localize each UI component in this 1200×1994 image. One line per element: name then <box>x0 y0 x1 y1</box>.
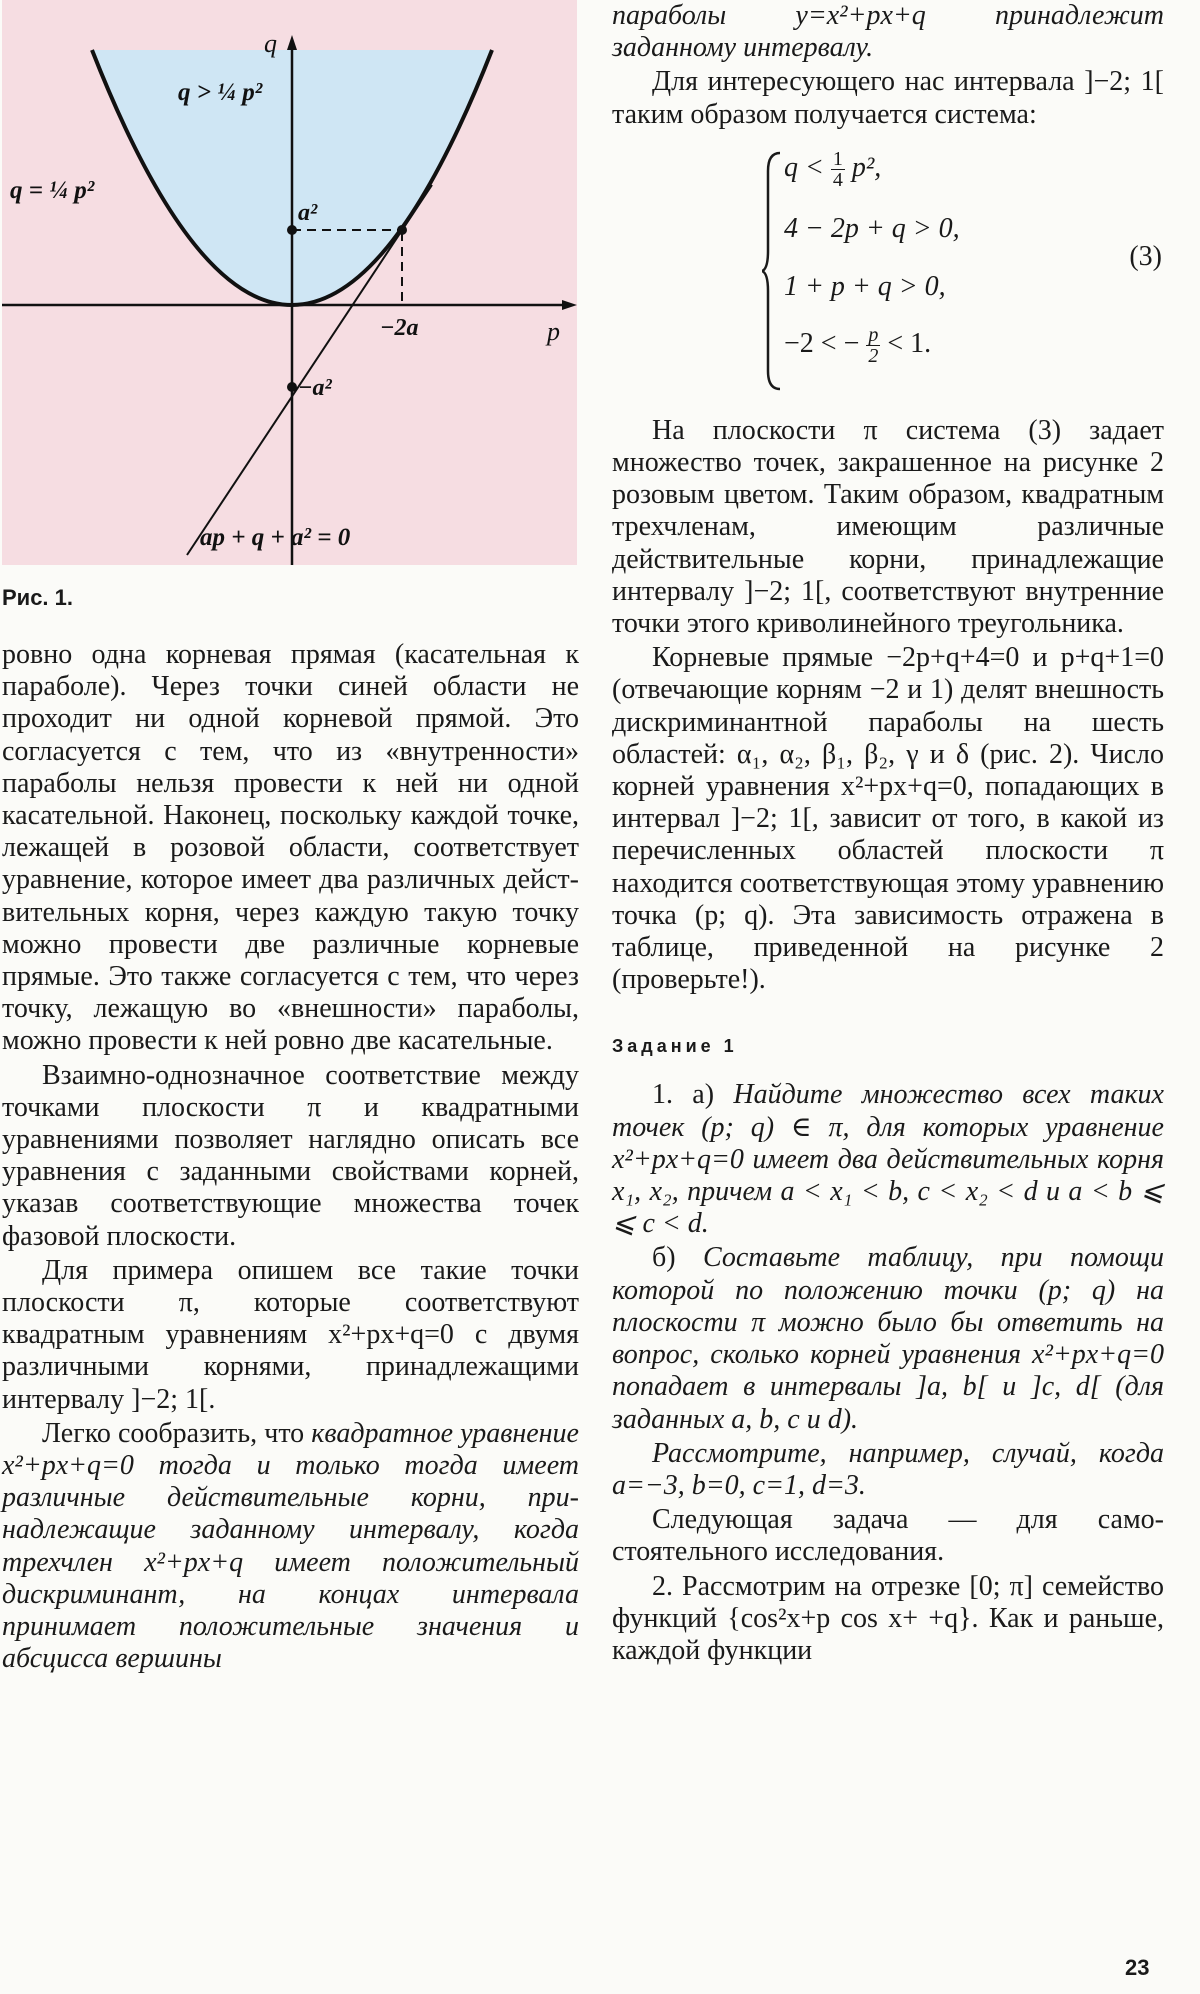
task-1c: Рассмотрите, например, случай, когда a=−3, b=0, c=1, d=3. <box>612 1437 1164 1501</box>
a2-label: a² <box>298 200 318 226</box>
task-1b-start: б) <box>652 1242 703 1274</box>
task-1b-italic: Составьте таблицу, при помощи которой по положению точки (p; q) на плоскости π можно было бы ответить на вопрос, сколько корней уравнения x²+px+q=0 попадает в интервалы ]a, b[ и ]c, d[ (для заданных a, b, c и d). <box>612 1242 1164 1435</box>
system-line-3: 1 + p + q > 0, <box>784 270 946 302</box>
page-number: 23 <box>1125 1955 1150 1980</box>
left-paragraph-3: Для примера опишем все такие точки плоскости π, которые соответствуют квадратным уравнениям x²+px+q=0 с двумя различными корнями, принадлежащими интервалу ]−2; 1[. <box>2 1254 579 1415</box>
system-line-1 <box>784 149 881 190</box>
right-column <box>612 0 1164 1667</box>
left-column <box>2 0 579 1676</box>
parabola-diagram <box>2 0 577 565</box>
right-paragraph-3: Корневые прямые −2p+q+4=0 и p+q+1=0 (отвечающие корням −2 и 1) делят внешность дискриминантной параболы на шесть областей: α₁, α₂, β₁, β₂, γ и δ (рис. 2). Число корней уравнения x²+px+q=0, попадающих в интервал ]−2; 1[, зависит от того, в какой из перечисленных областей плоскости π находится соответствующая этому уравнению точка (p; q). Эта зависимость отражена в таблице, приведенной на рисунке 2 (проверьте!). <box>612 642 1164 996</box>
task-1a-italic: Найдите множество всех таких точек (p; q) ∈ π, для которых уравнение x²+px+q=0 имеет два действительных корня x₁, x₂, причем a < x₁ < b, c < x₂ < d и a < b ⩽ ⩽ c < d. <box>612 1079 1164 1240</box>
figure-caption: Рис. 1. <box>2 585 74 610</box>
left-paragraph-4-start: Легко сообразить, что <box>42 1417 312 1449</box>
task-1b <box>612 1242 1164 1435</box>
system-line-1-a: q < <box>784 151 824 183</box>
blue-region-label: q > ¼ p² <box>178 79 263 106</box>
fraction-quarter-num: 1 <box>832 147 843 170</box>
fraction-p-half-den: 2 <box>868 344 879 367</box>
point-minus-a2 <box>287 382 297 392</box>
system-line-4 <box>784 325 931 366</box>
system-line-4-b: < 1. <box>887 327 932 359</box>
right-paragraph-1: Для интересующего нас интервала ]−2; 1[ таким образом получается система: <box>612 66 1164 130</box>
right-paragraph-2: На плоскости π система (3) задает множество точек, закрашенное на рисунке 2 розовым цветом. Таким образом, квадратным трехчленам, имеющим различные действительные корни, принадлежащие интервалу ]−2; 1[, соответствуют внутренние точки этого криволинейного треугольника. <box>612 414 1164 640</box>
system-line-4-a: −2 < − <box>784 327 860 359</box>
tangent-line-label: ap + q + a² = 0 <box>200 524 351 551</box>
equation-number: (3) <box>1129 240 1162 272</box>
q-axis-label: q <box>264 29 277 58</box>
system-line-1-b: p², <box>851 151 882 183</box>
system-line-2: 4 − 2p + q > 0, <box>784 212 960 244</box>
fraction-quarter-den: 4 <box>832 168 843 191</box>
fraction-quarter <box>831 149 845 190</box>
fraction-p-half-num: p <box>868 323 879 346</box>
left-paragraph-1: ровно одна корневая прямая (касательная к параболе). Через точки синей области не проходит ни одной корневой прямой. Это согласуется с тем, что из «внутренности» параболы нельзя провести к ней ни одной касательной. Наконец, поскольку каждой точке, лежащей в розовой области, соответствует уравнение, которое имеет два различных действительных корня, через каждую такую точку можно провести две различные корневые прямые. Это также согласуется с тем, что через точку, лежащую во «внешности» параболы, можно провести к ней ровно две касательные. <box>2 639 579 1057</box>
figure-1 <box>2 0 577 565</box>
fraction-p-half <box>866 325 880 366</box>
task-1a-start: 1. а) <box>652 1079 734 1111</box>
point-a2 <box>287 225 297 235</box>
task-1a <box>612 1079 1164 1240</box>
left-paragraph-4 <box>2 1418 579 1676</box>
parabola-label: q = ¼ p² <box>10 177 95 204</box>
equation-system <box>612 145 1164 395</box>
left-paragraph-4-italic: квадратное уравнение x²+px+q=0 тогда и только тогда имеет различные действительные корни, принадлежащие заданному интервалу, когда трехчлен x²+px+q имеет положительный дискриминант, на концах интервала принимает положительные значения и абсцисса вершины <box>2 1417 579 1675</box>
point-tangency <box>397 225 407 235</box>
right-paragraph-4: Следующая задача — для самостоятельного исследования. <box>612 1504 1164 1568</box>
task-heading: Задание 1 <box>612 1036 738 1057</box>
p-axis-label: p <box>547 317 560 346</box>
system-brace <box>762 151 782 391</box>
right-paragraph-5: 2. Рассмотрим на отрезке [0; π] семейство функций {cos²x+p cos x+ +q}. Как и раньше, каждой функции <box>612 1570 1164 1666</box>
minus-a2-label: −a² <box>298 375 332 401</box>
minus-2a-label: −2a <box>380 315 419 341</box>
right-paragraph-0: параболы y=x²+px+q принадлежит заданному интервалу. <box>612 0 1164 64</box>
left-paragraph-2: Взаимно-однозначное соответствие между точками плоскости π и квадратными уравнениями позволяет наглядно описать все уравнения с заданными свойствами корней, указав соответствующие множества точек фазовой плоскости. <box>2 1059 579 1252</box>
